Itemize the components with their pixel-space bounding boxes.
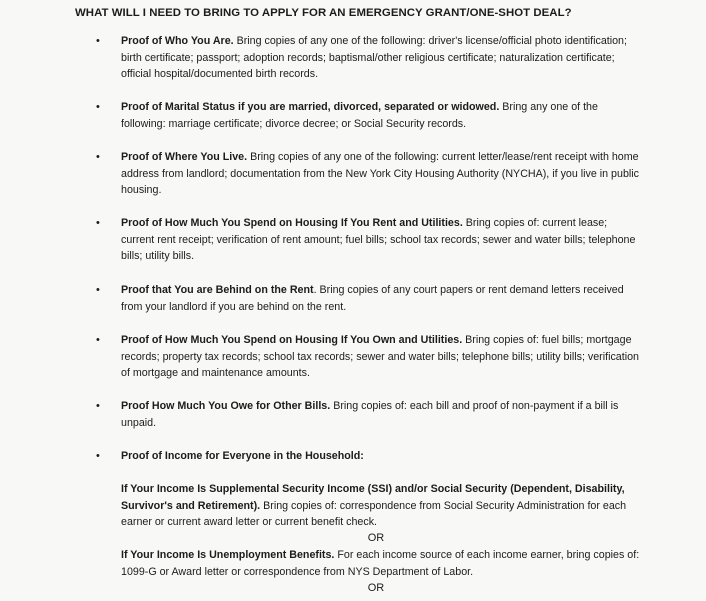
- list-item: [96, 99, 641, 132]
- bullet-icon: •: [96, 101, 100, 113]
- income-source-body: Bring copies of: correspondence from Social Security Administration for each earner or current award letter or current benefit check.: [121, 499, 627, 529]
- income-source-unemployment: [121, 547, 641, 580]
- bullet-icon: •: [96, 450, 100, 462]
- item-body: Bring copies of: current lease; current rent receipt; verification of rent amount; fuel bills; school tax records; sewer and water bills; telephone bills; utility bills.: [121, 217, 636, 263]
- income-source-title: If Your Income Is Supplemental Security Income (SSI) and/or Social Security (Dependent, Disability, Survivor's and Retirement).: [121, 483, 625, 512]
- income-source-body: For each income source of each income earner, bring copies of: 1099-G or Award letter or correspondence from NYS Department of Labor.: [121, 549, 640, 578]
- list-item: [96, 448, 641, 465]
- list-item: [96, 33, 641, 83]
- item-title: Proof of Income for Everyone in the Household:: [121, 450, 364, 462]
- bullet-icon: •: [96, 151, 100, 163]
- item-title: Proof that You are Behind on the Rent: [121, 284, 314, 296]
- list-item: [96, 398, 641, 431]
- item-body: . Bring copies of any court papers or rent demand letters received from your landlord if you are behind on the rent.: [121, 284, 624, 313]
- list-item: [96, 332, 641, 382]
- or-separator: OR: [367, 532, 385, 544]
- item-body: Bring copies of any one of the following: current letter/lease/rent receipt with home address from landlord; documentation from the New York City Housing Authority (NYCHA), if you live in public housing.: [121, 151, 639, 197]
- page-heading: WHAT WILL I NEED TO BRING TO APPLY FOR AN EMERGENCY GRANT/ONE-SHOT DEAL?: [75, 7, 572, 19]
- item-body: Bring copies of: each bill and proof of non-payment if a bill is unpaid.: [121, 400, 619, 429]
- list-item: [96, 282, 641, 315]
- bullet-icon: •: [96, 35, 100, 47]
- item-title: Proof How Much You Owe for Other Bills.: [121, 400, 331, 412]
- list-item: [96, 215, 641, 265]
- item-title: Proof of How Much You Spend on Housing If You Own and Utilities.: [121, 334, 463, 346]
- item-title: Proof of Who You Are.: [121, 35, 234, 47]
- income-source-title: If Your Income Is Unemployment Benefits.: [121, 549, 335, 561]
- bullet-icon: •: [96, 284, 100, 296]
- income-source-ssi: [121, 481, 641, 531]
- item-body: Bring any one of the following: marriage certificate; divorce decree; or Social Security records.: [121, 101, 598, 130]
- item-body: Bring copies of: fuel bills; mortgage records; property tax records; school tax records; sewer and water bills; telephone bills; utility bills; verification of mortgage and maintenance amounts.: [121, 334, 639, 380]
- or-separator: OR: [367, 582, 385, 594]
- bullet-icon: •: [96, 400, 100, 412]
- list-item: [96, 149, 641, 199]
- item-title: Proof of Where You Live.: [121, 151, 248, 163]
- item-title: Proof of Marital Status if you are married, divorced, separated or widowed.: [121, 101, 500, 113]
- item-title: Proof of How Much You Spend on Housing If You Rent and Utilities.: [121, 217, 463, 229]
- bullet-icon: •: [96, 217, 100, 229]
- bullet-icon: •: [96, 334, 100, 346]
- item-body: Bring copies of any one of the following: driver's license/official photo identification; birth certificate; passport; adoption records; baptismal/other religious certificate; naturalization certificate; official hospital/documented birth records.: [121, 35, 627, 81]
